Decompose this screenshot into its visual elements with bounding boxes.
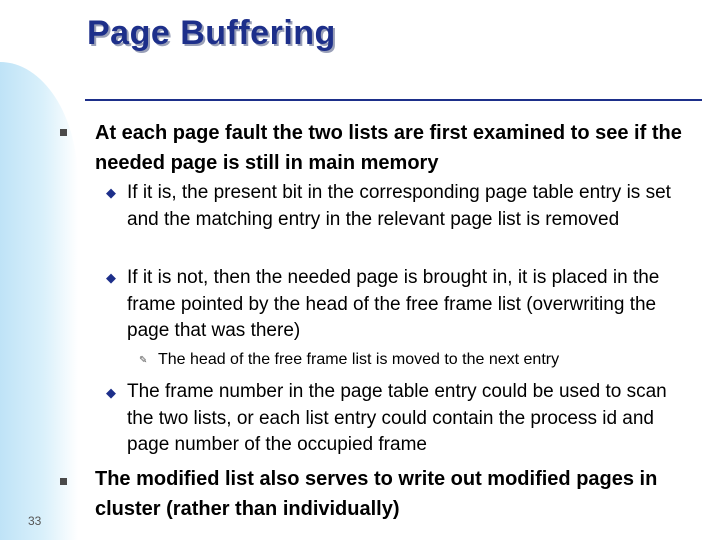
title-underline bbox=[85, 99, 702, 101]
sub-bullet-1-text: If it is, the present bit in the corresponding page table entry is set and the matching entry in the relevant page list is removed bbox=[127, 182, 671, 230]
sub-bullet-3-text: The frame number in the page table entry could be used to scan the two lists, or each list entry could contain the process id and page number of the occupied frame bbox=[127, 381, 667, 455]
diamond-bullet-icon: ◆ bbox=[106, 185, 116, 200]
diamond-bullet-icon: ◆ bbox=[106, 270, 116, 285]
sub-bullet-2-text: If it is not, then the needed page is brought in, it is placed in the frame pointed by the head of the free frame list (overwriting the page that was there) bbox=[127, 267, 660, 341]
square-bullet-icon bbox=[60, 478, 67, 485]
diamond-bullet-icon: ◆ bbox=[106, 385, 116, 400]
slide-title: Page Buffering bbox=[87, 14, 336, 52]
sub-sub-bullet-text: The head of the free frame list is moved to the next entry bbox=[158, 351, 560, 368]
pen-bullet-icon: ✎ bbox=[139, 355, 148, 366]
square-bullet-icon bbox=[60, 129, 67, 136]
bullet-1-text: At each page fault the two lists are first examined to see if the needed page is still in main memory bbox=[95, 122, 682, 174]
slide-number: 33 bbox=[28, 514, 42, 528]
bullet-2-text: The modified list also serves to write out modified pages in cluster (rather than individually) bbox=[95, 468, 658, 520]
